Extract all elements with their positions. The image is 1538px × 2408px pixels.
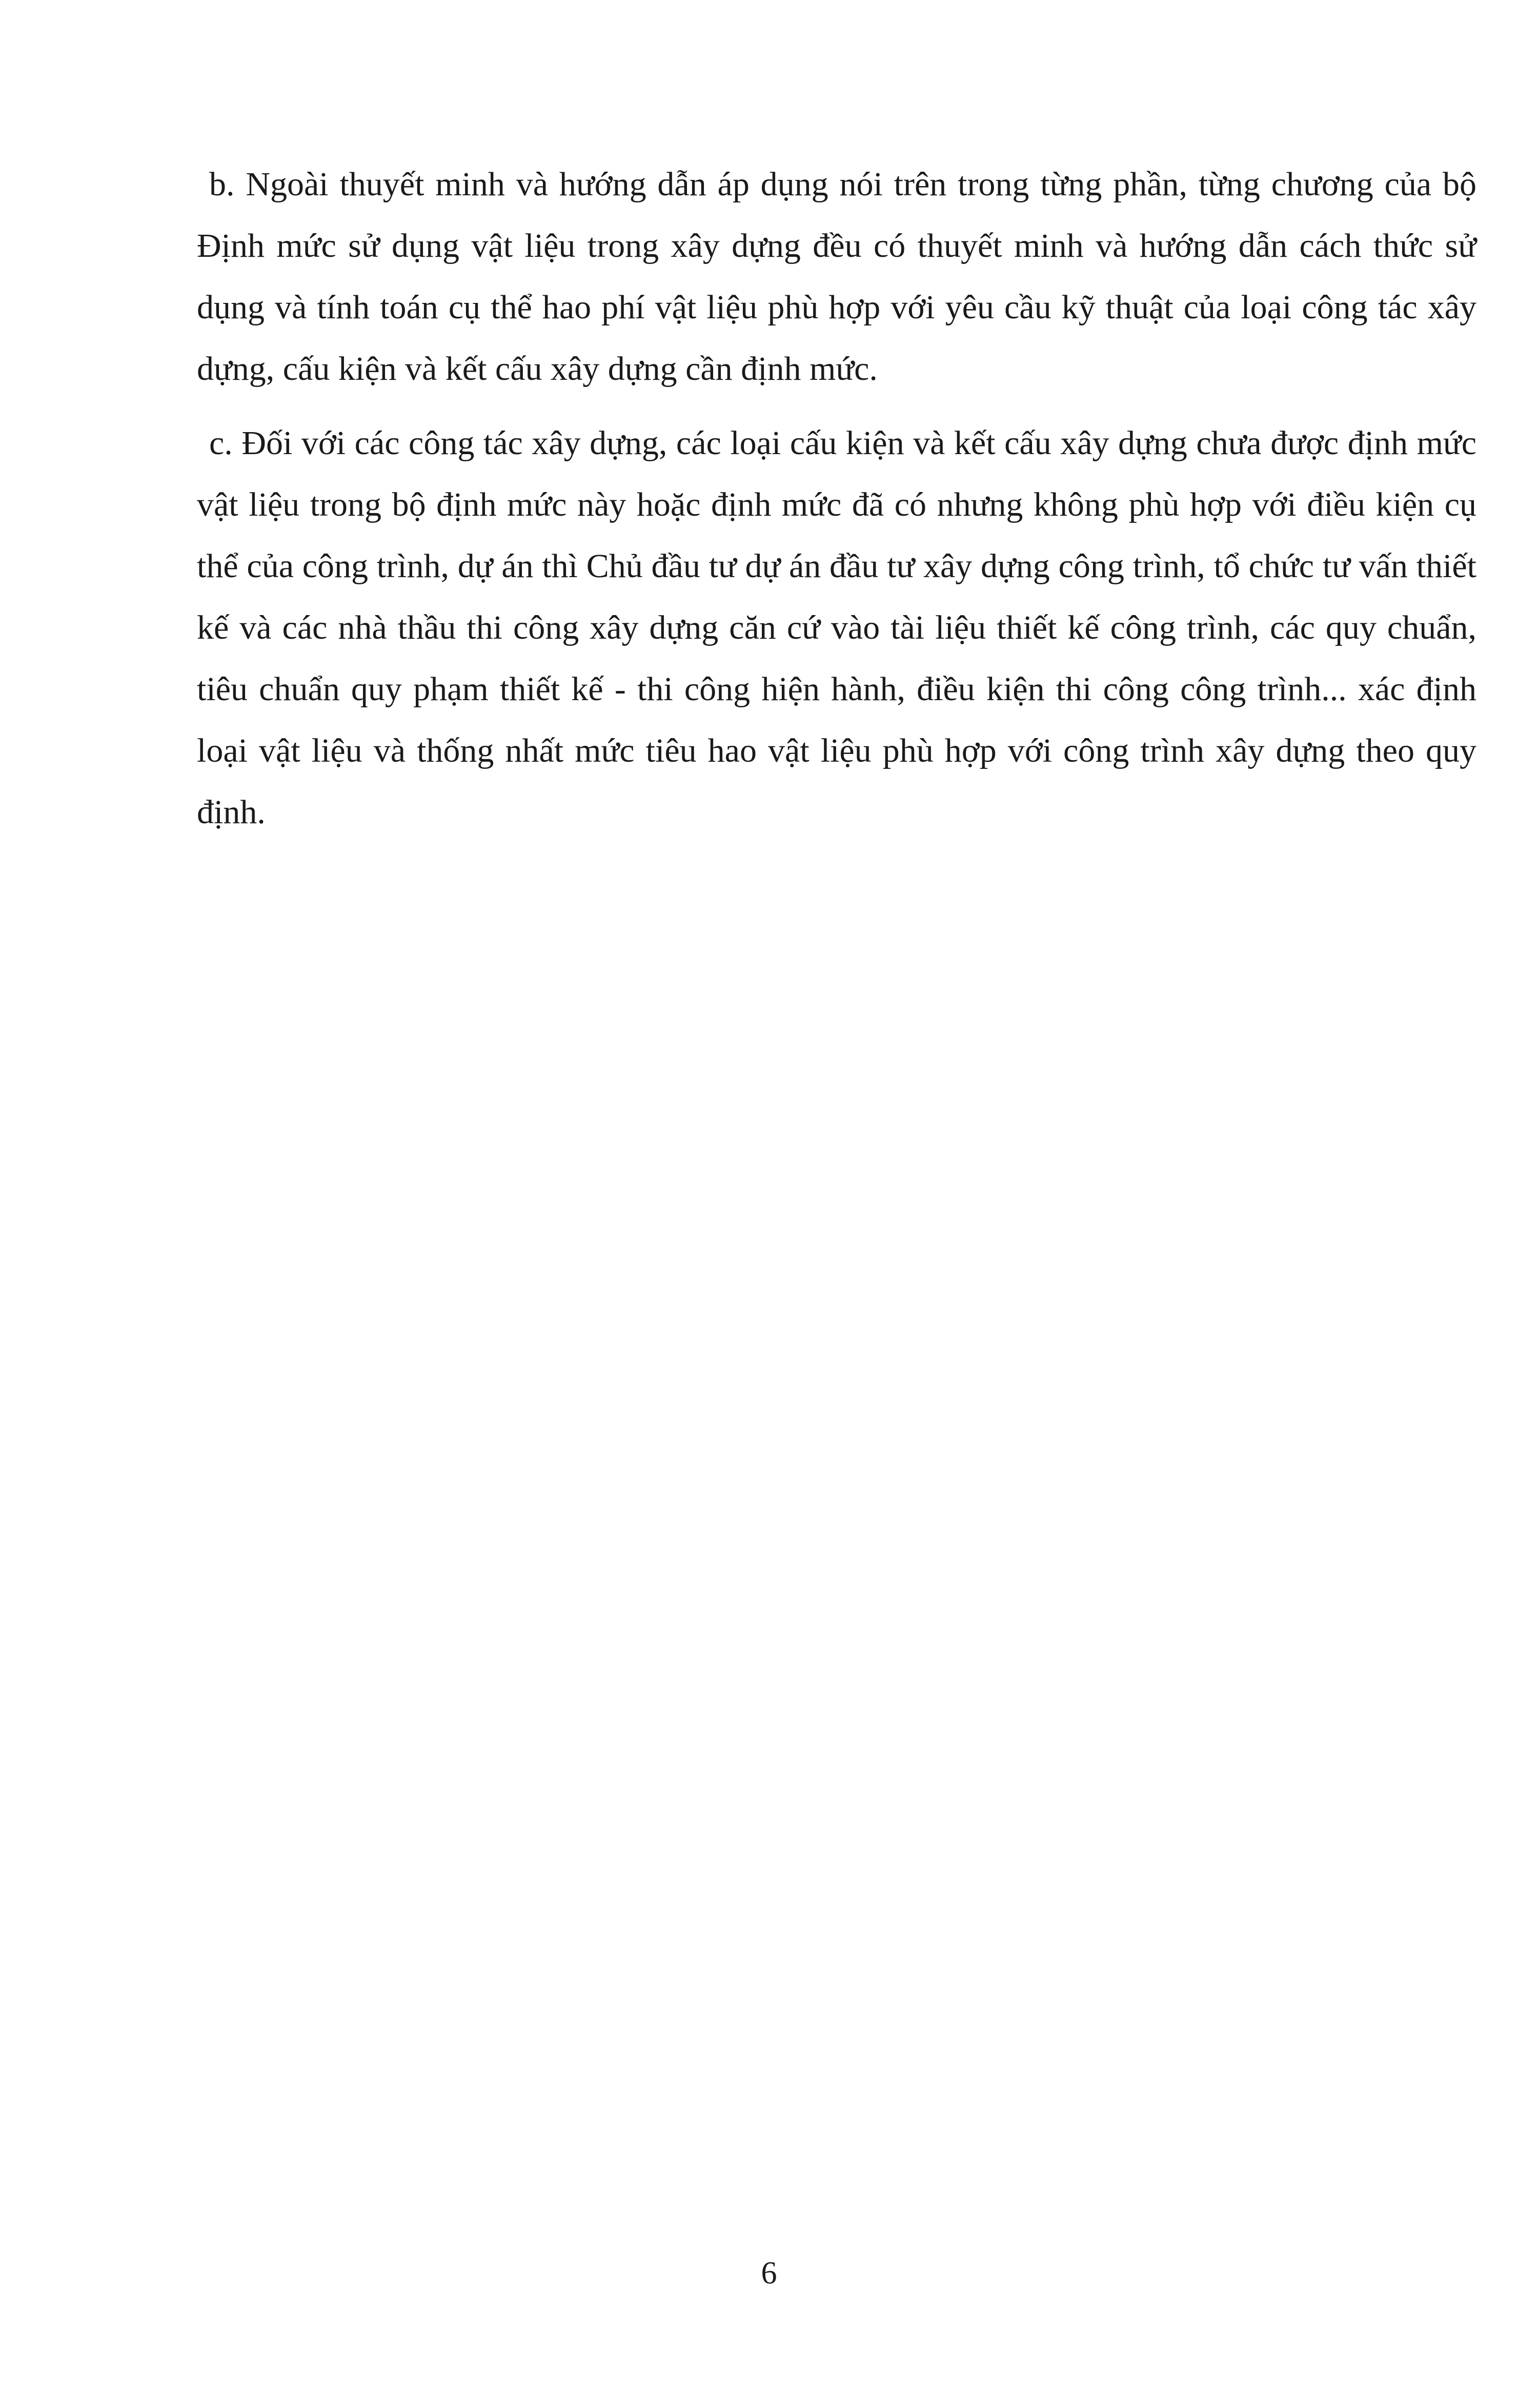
paragraph-c: c. Đối với các công tác xây dựng, các loại cấu kiện và kết cấu xây dựng chưa được định mức vật liệu trong bộ định mức này hoặc định mức đã có nhưng không phù hợp với điều kiện cụ thể của công trình, dự án thì Chủ đầu tư dự án đầu tư xây dựng công trình, tổ chức tư vấn thiết kế và các nhà thầu thi công xây dựng căn cứ vào tài liệu thiết kế công trình, các quy chuẩn, tiêu chuẩn quy phạm thiết kế - thi công hiện hành, điều kiện thi công công trình... xác định loại vật liệu và thống nhất mức tiêu hao vật liệu phù hợp với công trình xây dựng theo quy định. xyxy=(197,424,1476,831)
paragraph-b: b. Ngoài thuyết minh và hướng dẫn áp dụng nói trên trong từng phần, từng chương của bộ Định mức sử dụng vật liệu trong xây dựng đều có thuyết minh và hướng dẫn cách thức sử dụng và tính toán cụ thể hao phí vật liệu phù hợp với yêu cầu kỹ thuật của loại công tác xây dựng, cấu kiện và kết cấu xây dựng cần định mức. xyxy=(197,166,1476,387)
document-body xyxy=(197,154,1476,856)
page-number: 6 xyxy=(761,2256,777,2291)
